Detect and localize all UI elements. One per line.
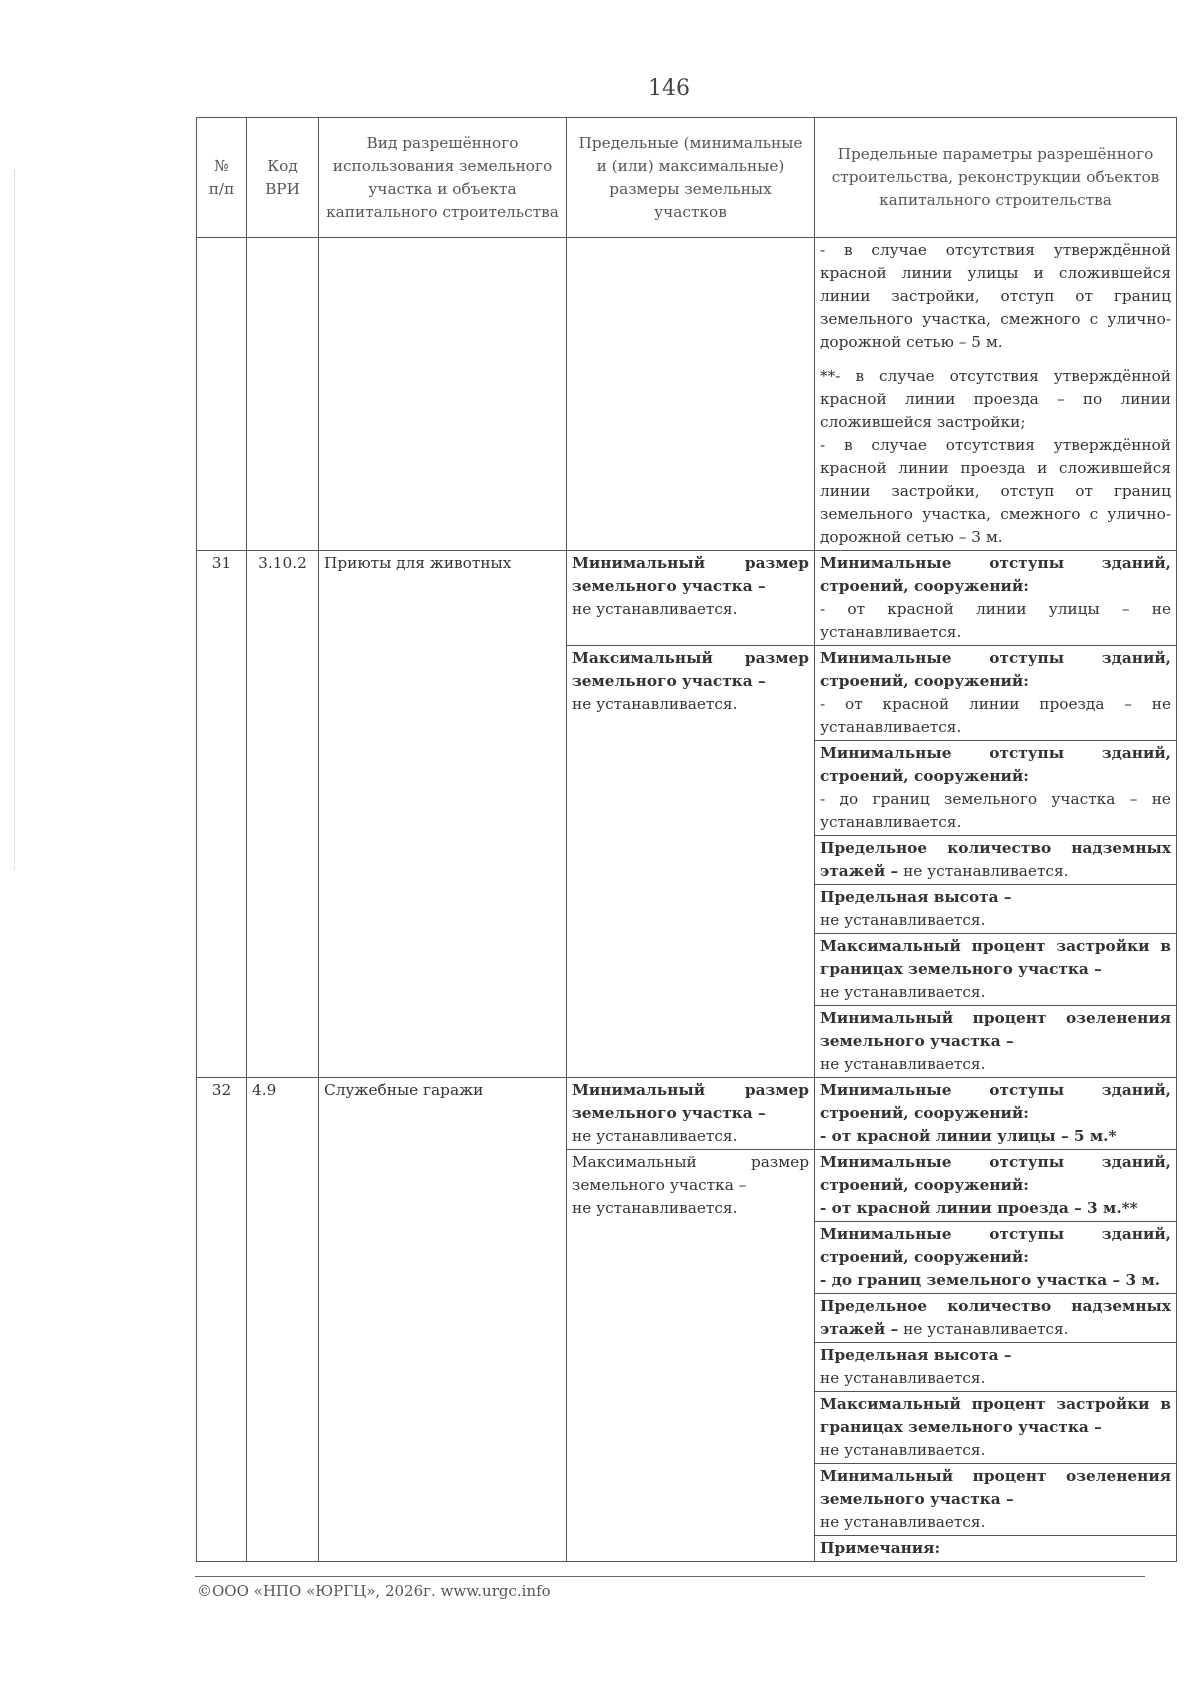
param-floors: Предельное количество надземных этажей – не устанавливается. — [815, 1294, 1177, 1343]
header-use-type: Вид разрешённого использования земельного участка и объекта капитального строительства — [319, 118, 567, 238]
param-setback-passage: Минимальные отступы зданий, строений, сооружений: - от красной линии проезда – 3 м.** — [815, 1150, 1177, 1222]
row-use-type: Служебные гаражи — [319, 1078, 567, 1562]
header-row — [197, 118, 1177, 238]
table-row-32 — [197, 1078, 1177, 1150]
land-use-table — [196, 117, 1177, 1562]
scan-artifact-line — [14, 170, 16, 870]
header-plot-size: Предельные (минимальные и (или) максимальные) размеры земельных участков — [567, 118, 815, 238]
page-number: 146 — [648, 76, 690, 101]
max-plot-size: Максимальный размер земельного участка – не устанавливается. — [567, 646, 815, 1078]
continuation-params — [815, 238, 1177, 551]
row-code: 4.9 — [247, 1078, 319, 1562]
row-code: 3.10.2 — [247, 551, 319, 1078]
max-plot-size: Максимальный размер земельного участка – не устанавливается. — [567, 1150, 815, 1562]
param-max-coverage: Максимальный процент застройки в границах земельного участка – не устанавливается. — [815, 934, 1177, 1006]
footer-divider — [195, 1576, 1145, 1577]
param-min-greenery: Минимальный процент озеленения земельного участка – не устанавливается. — [815, 1006, 1177, 1078]
param-height: Предельная высота – не устанавливается. — [815, 885, 1177, 934]
param-setback-street: Минимальные отступы зданий, строений, сооружений: - от красной линии улицы – не устанавливается. — [815, 551, 1177, 646]
continuation-text-3: - в случае отсутствия утверждённой красной линии проезда и сложившейся линии застройки, отступ от границ земельного участка, смежного с улично-дорожной сетью – 3 м. — [820, 436, 1171, 546]
param-floors: Предельное количество надземных этажей – не устанавливается. — [815, 836, 1177, 885]
continuation-row — [197, 238, 1177, 551]
param-setback-boundary: Минимальные отступы зданий, строений, сооружений: - до границ земельного участка – не устанавливается. — [815, 741, 1177, 836]
notes-label: Примечания: — [815, 1536, 1177, 1562]
param-setback-street: Минимальные отступы зданий, строений, сооружений: - от красной линии улицы – 5 м.* — [815, 1078, 1177, 1150]
min-plot-size: Минимальный размер земельного участка – не устанавливается. — [567, 1078, 815, 1150]
param-setback-passage: Минимальные отступы зданий, строений, сооружений: - от красной линии проезда – не устанавливается. — [815, 646, 1177, 741]
continuation-text-1: - в случае отсутствия утверждённой красной линии улицы и сложившейся линии застройки, отступ от границ земельного участка, смежного с улично-дорожной сетью – 5 м. — [820, 241, 1171, 351]
min-plot-size: Минимальный размер земельного участка – не устанавливается. — [567, 551, 815, 646]
row-number: 31 — [197, 551, 247, 1078]
footer-copyright: ©ООО «НПО «ЮРГЦ», 2026г. www.urgc.info — [197, 1582, 551, 1600]
header-build-params: Предельные параметры разрешённого строительства, реконструкции объектов капитального строительства — [815, 118, 1177, 238]
header-code: Код ВРИ — [247, 118, 319, 238]
param-min-greenery: Минимальный процент озеленения земельного участка – не устанавливается. — [815, 1464, 1177, 1536]
row-number: 32 — [197, 1078, 247, 1562]
param-height: Предельная высота – не устанавливается. — [815, 1343, 1177, 1392]
table-row-31 — [197, 551, 1177, 646]
param-max-coverage: Максимальный процент застройки в границах земельного участка – не устанавливается. — [815, 1392, 1177, 1464]
continuation-text-2: **- в случае отсутствия утверждённой красной линии проезда – по линии сложившейся застройки; — [820, 367, 1171, 431]
param-setback-boundary: Минимальные отступы зданий, строений, сооружений: - до границ земельного участка – 3 м. — [815, 1222, 1177, 1294]
header-number: № п/п — [197, 118, 247, 238]
row-use-type: Приюты для животных — [319, 551, 567, 1078]
